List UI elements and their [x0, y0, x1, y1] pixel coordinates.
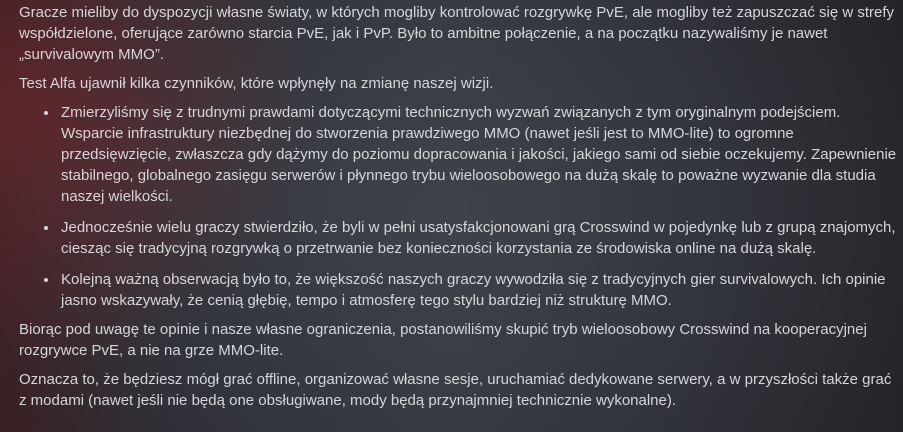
paragraph-intro: Gracze mieliby do dyspozycji własne światy, w których mogliby kontrolować rozgrywkę PvE, ale mogliby też zapuszczać się w strefy współdzielone, oferujące zarówno starcia PvE, jak i PvP. Było to ambitne połączenie, a na początku nazywaliśmy je nawet „survivalowym MMO”. — [19, 4, 895, 63]
paragraph-decision: Biorąc pod uwagę te opinie i nasze własne ograniczenia, postanowiliśmy skupić tryb wieloosobowy Crosswind na kooperacyjnej rozgrywce PvE, a nie na grze MMO-lite. — [19, 321, 867, 359]
list-item: • Kolejną ważną obserwacją było to, że większość naszych graczy wywodziła się z tradycyjnych gier survivalowych. Ich opinie jasno wskazywały, że cenią głębię, tempo i atmosferę tego stylu bardziej niż strukturę MMO. — [59, 269, 897, 311]
list-item: • Zmierzyliśmy się z trudnymi prawdami dotyczącymi technicznych wyzwań związanych z tym oryginalnym podejściem. Wsparcie infrastruktury niezbędnej do stworzenia prawdziwego MMO (nawet jeśli jest to MMO-lite) to ogromne przedsięwzięcie, zwłaszcza gdy dążymy do poziomu dopracowania i jakości, jakiego sami od siebie oczekujemy. Zapewnienie stabilnego, globalnego zasięgu serwerów i płynnego trybu wieloosobowego na dużą skalę to poważne wyzwanie dla studia naszej wielkości. — [59, 102, 897, 207]
article-body — [19, 2, 897, 419]
paragraph-offline: Oznacza to, że będziesz mógł grać offline, organizować własne sesje, uruchamiać dedykowane serwery, a w przyszłości także grać z modami (nawet jeśli nie będą one obsługiwane, mody będą przynajmniej technicznie wykonalne). — [19, 371, 892, 409]
list-item: • Jednocześnie wielu graczy stwierdziło, że byli w pełni usatysfakcjonowani grą Crosswind w pojedynkę lub z grupą znajomych, ciesząc się tradycyjną rozgrywką o przetrwanie bez konieczności korzystania ze środowiska online na dużą skalę. — [59, 217, 897, 259]
paragraph-alpha-test: Test Alfa ujawnił kilka czynników, które wpłynęły na zmianę naszej wizji. — [19, 75, 494, 92]
findings-list — [19, 102, 897, 311]
